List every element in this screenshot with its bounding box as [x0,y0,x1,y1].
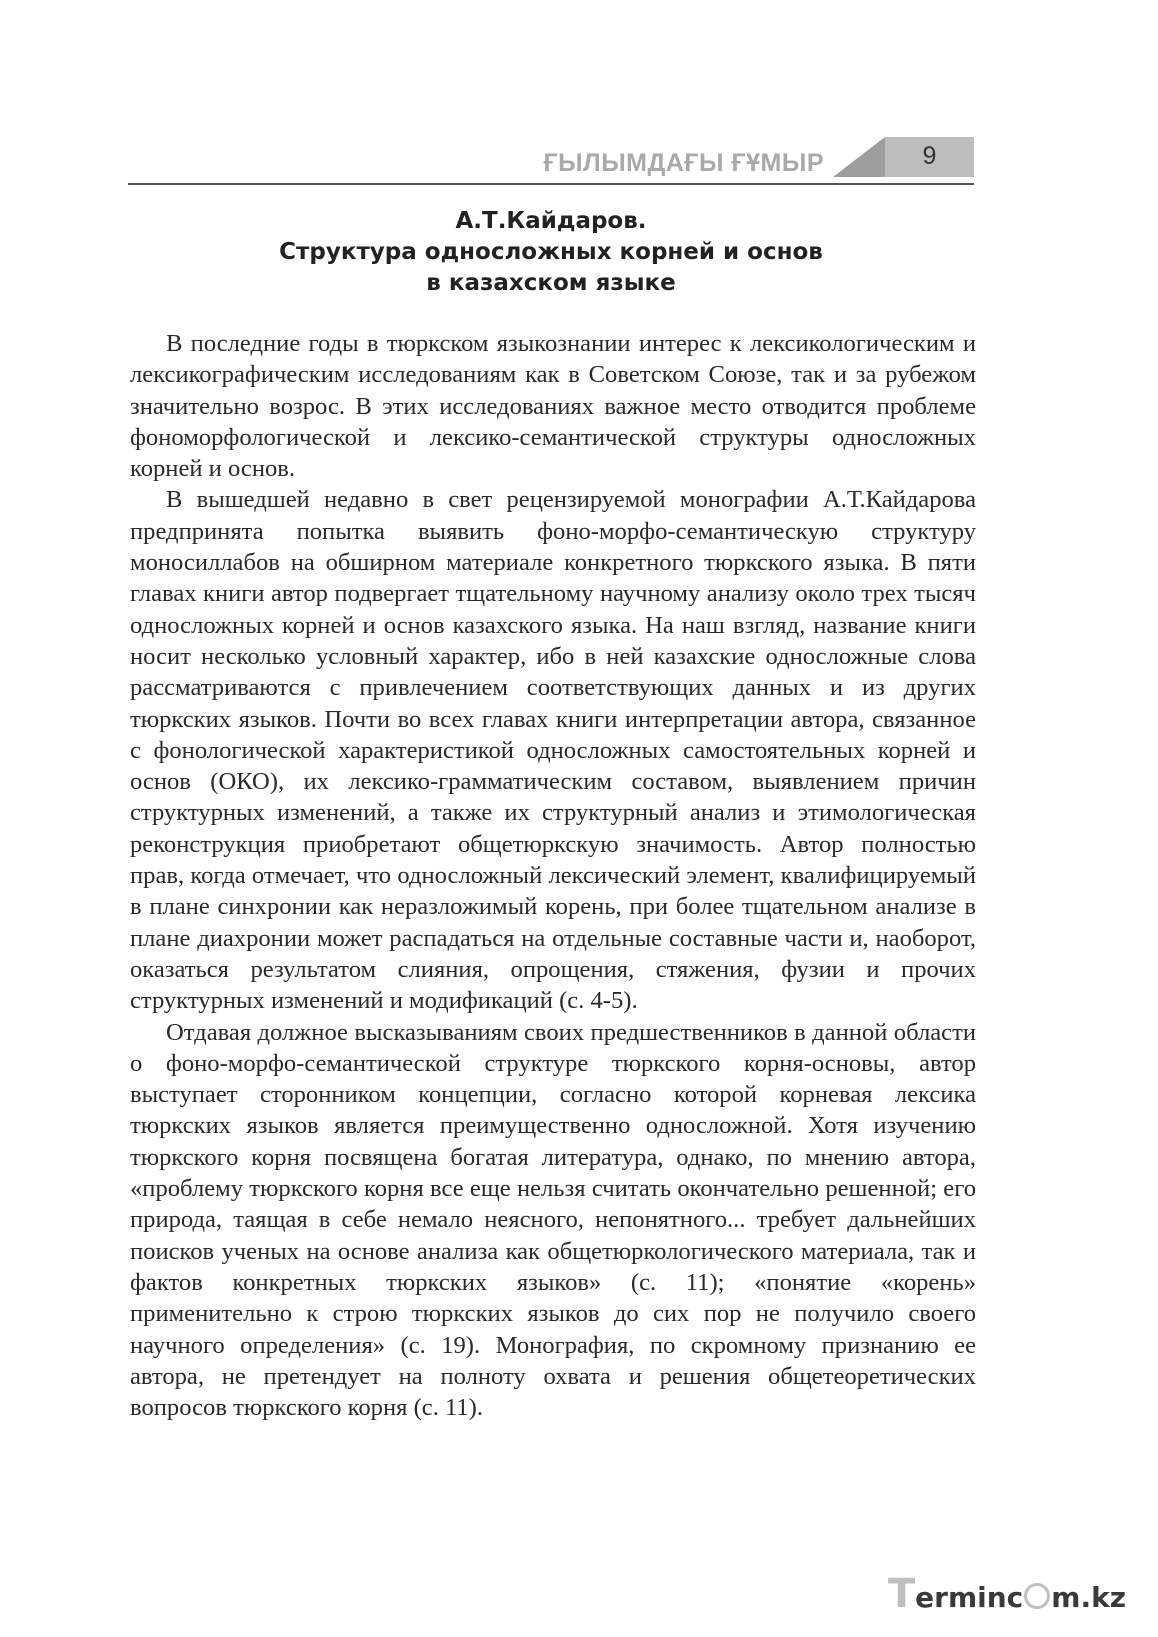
article-title-line-2: в казахском языке [426,270,676,296]
article-body [130,328,976,1423]
running-head [128,137,974,185]
body-paragraph: В вышедшей недавно в свет рецензируемой монографии А.Т.Кайдарова предпринята попытка выявить фоно-морфо-семантическую структуру моносиллабов на обширном материале конкретного тюркского языка. В пяти главах книги автор подвергает тщательному научному анализу около трех тысяч односложных корней и основ казахского языка. На наш взгляд, название книги носит несколько условный характер, ибо в ней казахские односложные слова рассматриваются с привлечением соответствующих данных и из других тюркских языков. Почти во всех главах книги интерпретации автора, связанное с фонологической характеристикой односложных самостоятельных корней и основ (ОКО), их лексико-грамматическим составом, выявлением причин структурных изменений, а также их структурный анализ и этимологическая реконструкция приобретают общетюркскую значимость. Автор полностью прав, когда отмечает, что односложный лексический элемент, квалифицируемый в плане синхронии как неразложимый корень, при более тщательном анализе в плане диахронии может распадаться на отдельные составные части и, наоборот, оказаться результатом слияния, опрощения, стяжения, фузии и прочих структурных изменений и модификаций (с. 4-5). [130,486,976,1015]
article-title-line-1: Структура односложных корней и основ [279,239,823,265]
page-number: 9 [922,142,937,170]
journal-section-title: ҒЫЛЫМДАҒЫ ҒҰМЫР [543,149,824,177]
watermark-text-2: m.kz [1051,1581,1126,1614]
header-triangle-decoration [833,137,885,177]
magnifier-icon [1024,1583,1050,1609]
article-heading [128,206,974,299]
watermark-t-letter: T [887,1571,916,1617]
termincom-watermark [888,1571,1126,1617]
body-paragraph: В последние годы в тюркском языкознании интерес к лексикологическим и лексикографическим исследованиям как в Советском Союзе, так и за рубежом значительно возрос. В этих исследованиях важное место отводится проблеме фономорфологической и лексико-семантической структуры односложных корней и основ. [130,330,976,483]
body-paragraph: Отдавая должное высказываниям своих предшественников в данной области о фоно-морфо-семантической структуре тюркского корня-основы, автор выступает сторонником концепции, согласно которой корневая лексика тюркских языков является преимущественно односложной. Хотя изучению тюркского корня посвящена богатая литература, однако, по мнению автора, «проблему тюркского корня все еще нельзя считать окончательно решенной; его природа, таящая в себе немало неясного, непонятного... требует дальнейших поисков ученых на основе анализа как общетюркологического материала, так и фактов конкретных тюркских языков» (с. 11); «понятие «корень» применительно к строю тюркских языков до сих пор не получило своего научного определения» (с. 19). Монография, по скромному признанию ее автора, не претендует на полноту охвата и решения общетеоретических вопросов тюркского корня (с. 11). [130,1018,976,1422]
header-rule [128,183,974,185]
article-author: А.Т.Кайдаров. [455,208,647,234]
watermark-text-1: erminc [915,1581,1024,1614]
